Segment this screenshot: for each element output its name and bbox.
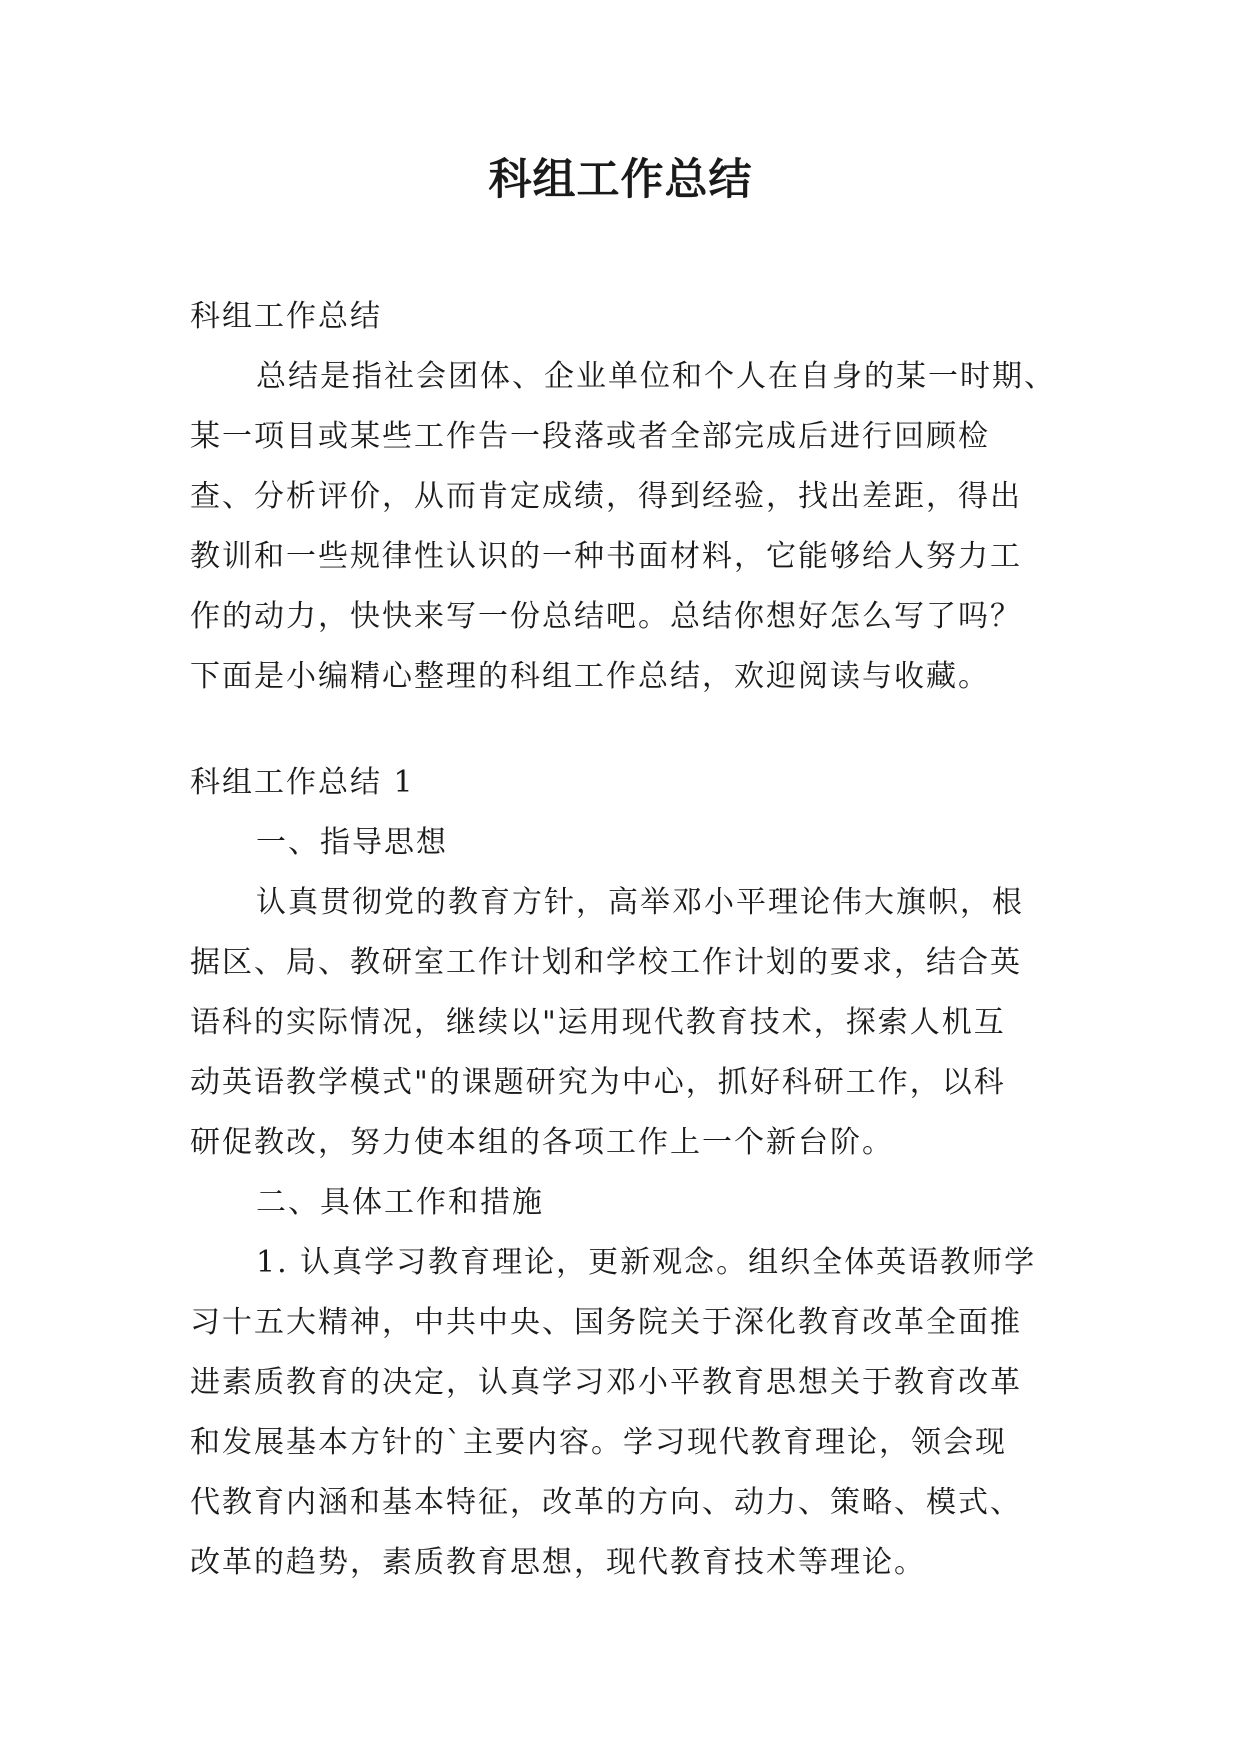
intro-line: 下面是小编精心整理的科组工作总结，欢迎阅读与收藏。 bbox=[190, 659, 990, 694]
intro-line: 查、分析评价，从而肯定成绩，得到经验，找出差距，得出 bbox=[190, 479, 1022, 514]
document-subtitle: 科组工作总结 bbox=[190, 299, 382, 334]
paragraph-line: 和发展基本方针的`主要内容。学习现代教育理论，领会现 bbox=[190, 1425, 1007, 1460]
heading-work-measures: 二、具体工作和措施 bbox=[256, 1185, 544, 1220]
intro-line: 作的动力，快快来写一份总结吧。总结你想好怎么写了吗？ bbox=[190, 599, 1022, 634]
paragraph-line: 动英语教学模式"的课题研究为中心，抓好科研工作，以科 bbox=[190, 1065, 1006, 1100]
paragraph-line: 进素质教育的决定，认真学习邓小平教育思想关于教育改革 bbox=[190, 1365, 1022, 1400]
heading-guiding-ideology: 一、指导思想 bbox=[256, 825, 448, 860]
intro-line: 教训和一些规律性认识的一种书面材料，它能够给人努力工 bbox=[190, 539, 1022, 574]
paragraph-line: 语科的实际情况，继续以"运用现代教育技术，探索人机互 bbox=[190, 1005, 1006, 1040]
paragraph-line: 研促教改，努力使本组的各项工作上一个新台阶。 bbox=[190, 1125, 894, 1160]
intro-paragraph bbox=[190, 347, 1070, 707]
document-title: 科组工作总结 bbox=[488, 155, 753, 205]
section-content bbox=[190, 813, 1070, 1593]
intro-line: 总结是指社会团体、企业单位和个人在自身的某一时期、 bbox=[256, 359, 1056, 394]
paragraph-line: 据区、局、教研室工作计划和学校工作计划的要求，结合英 bbox=[190, 945, 1022, 980]
paragraph-line: 习十五大精神，中共中央、国务院关于深化教育改革全面推 bbox=[190, 1305, 1022, 1340]
paragraph-line: 认真贯彻党的教育方针，高举邓小平理论伟大旗帜，根 bbox=[256, 885, 1024, 920]
intro-line: 某一项目或某些工作告一段落或者全部完成后进行回顾检 bbox=[190, 419, 990, 454]
paragraph-line: 代教育内涵和基本特征，改革的方向、动力、策略、模式、 bbox=[190, 1485, 1022, 1520]
paragraph-line: 改革的趋势，素质教育思想，现代教育技术等理论。 bbox=[190, 1545, 926, 1580]
paragraph-line: 1. 认真学习教育理论，更新观念。组织全体英语教师学 bbox=[256, 1245, 1037, 1280]
section-heading: 科组工作总结 1 bbox=[190, 765, 415, 800]
